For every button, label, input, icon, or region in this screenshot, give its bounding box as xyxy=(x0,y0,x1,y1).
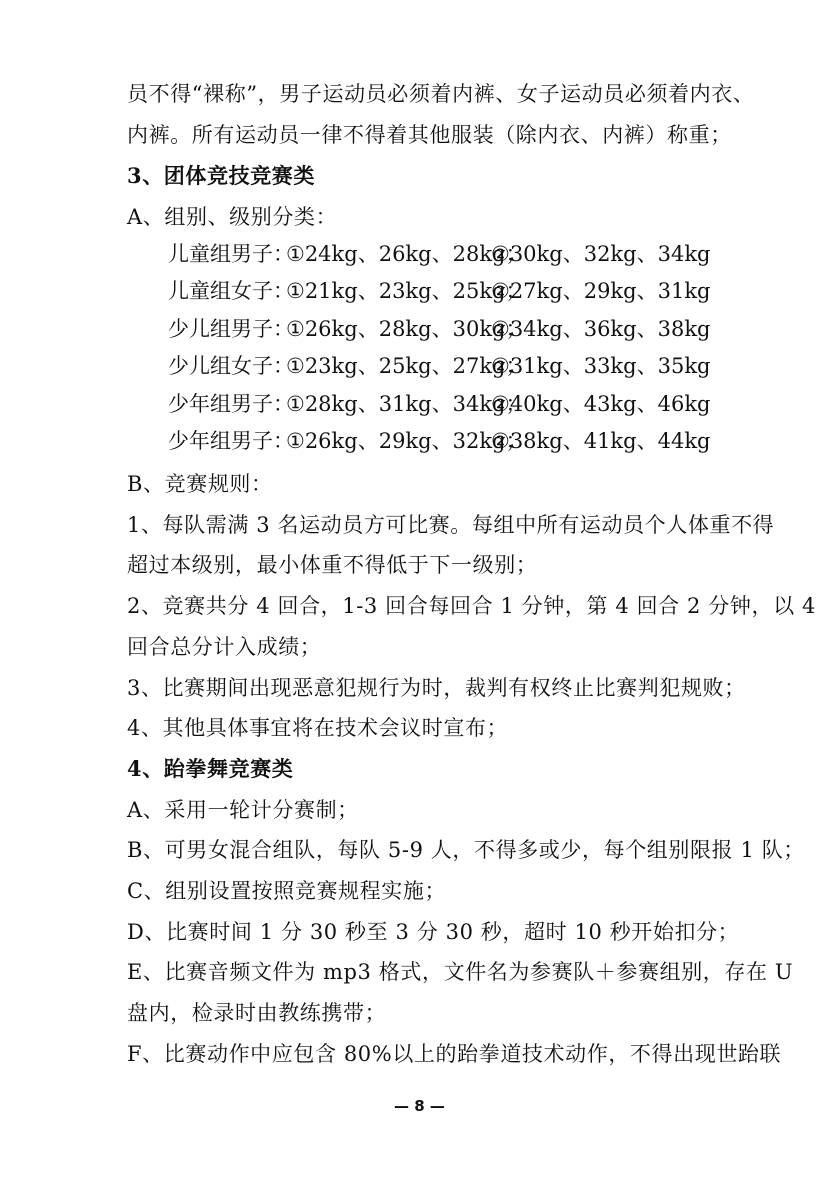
group-label: 少儿组男子： xyxy=(168,317,294,341)
weight-option-1: ①21kg、23kg、25kg； xyxy=(286,279,527,303)
subsection-heading: A、组别、级别分类： xyxy=(127,205,338,229)
weight-option-2: ②38kg、41kg、44kg xyxy=(491,429,711,453)
paragraph-line: 4、其他具体事宜将在技术会议时宣布； xyxy=(127,716,509,740)
weight-class-row xyxy=(168,427,711,455)
paragraph-line: 2、竞赛共分 4 回合，1-3 回合每回合 1 分钟，第 4 回合 2 分钟，以 4 xyxy=(127,594,816,618)
paragraph-line: F、比赛动作中应包含 80%以上的跆拳道技术动作，不得出现世跆联 xyxy=(127,1042,782,1066)
weight-option-2: ②27kg、29kg、31kg xyxy=(491,279,711,303)
weight-class-row xyxy=(168,277,711,305)
paragraph-line: 员不得“裸称”，男子运动员必须着内裤、女子运动员必须着内衣、 xyxy=(127,82,755,106)
page-number: — 8 — xyxy=(394,1097,445,1115)
paragraph-line: 回合总分计入成绩； xyxy=(127,635,322,659)
paragraph-line: 内裤。所有运动员一律不得着其他服装（除内衣、内裤）称重； xyxy=(127,123,732,147)
group-label: 少年组男子： xyxy=(168,392,294,416)
weight-class-row xyxy=(168,390,711,418)
paragraph-line: D、比赛时间 1 分 30 秒至 3 分 30 秒，超时 10 秒开始扣分； xyxy=(127,920,740,944)
paragraph-line: E、比赛音频文件为 mp3 格式，文件名为参赛队＋参赛组别，存在 U xyxy=(127,960,794,984)
weight-option-2: ②34kg、36kg、38kg xyxy=(491,317,711,341)
paragraph-line: 超过本级别，最小体重不得低于下一级别； xyxy=(127,553,538,577)
weight-option-2: ②40kg、43kg、46kg xyxy=(491,392,711,416)
weight-class-row xyxy=(168,352,711,380)
section-heading: 3、团体竞技竞赛类 xyxy=(127,163,316,188)
weight-option-2: ②31kg、33kg、35kg xyxy=(491,354,711,378)
paragraph-line: 1、每队需满 3 名运动员方可比赛。每组中所有运动员个人体重不得 xyxy=(127,513,775,537)
weight-option-1: ①24kg、26kg、28kg； xyxy=(286,242,527,266)
group-label: 少年组男子： xyxy=(168,429,294,453)
weight-class-row xyxy=(168,315,711,343)
paragraph-line: B、可男女混合组队，每队 5-9 人，不得多或少，每个组别限报 1 队； xyxy=(127,838,805,862)
section-heading: 4、跆拳舞竞赛类 xyxy=(127,756,294,781)
group-label: 少儿组女子： xyxy=(168,354,294,378)
paragraph-line: A、采用一轮计分赛制； xyxy=(127,798,359,822)
weight-option-2: ②30kg、32kg、34kg xyxy=(491,242,711,266)
group-label: 儿童组男子： xyxy=(168,242,294,266)
subsection-heading: B、竞赛规则： xyxy=(127,472,273,496)
weight-class-row xyxy=(168,240,711,268)
paragraph-line: C、组别设置按照竞赛规程实施； xyxy=(127,879,447,903)
weight-option-1: ①28kg、31kg、34kg； xyxy=(286,392,527,416)
weight-option-1: ①26kg、29kg、32kg； xyxy=(286,429,527,453)
weight-option-1: ①26kg、28kg、30kg； xyxy=(286,317,527,341)
weight-option-1: ①23kg、25kg、27kg； xyxy=(286,354,527,378)
paragraph-line: 3、比赛期间出现恶意犯规行为时，裁判有权终止比赛判犯规败； xyxy=(127,676,746,700)
group-label: 儿童组女子： xyxy=(168,279,294,303)
paragraph-line: 盘内，检录时由教练携带； xyxy=(127,1001,387,1025)
